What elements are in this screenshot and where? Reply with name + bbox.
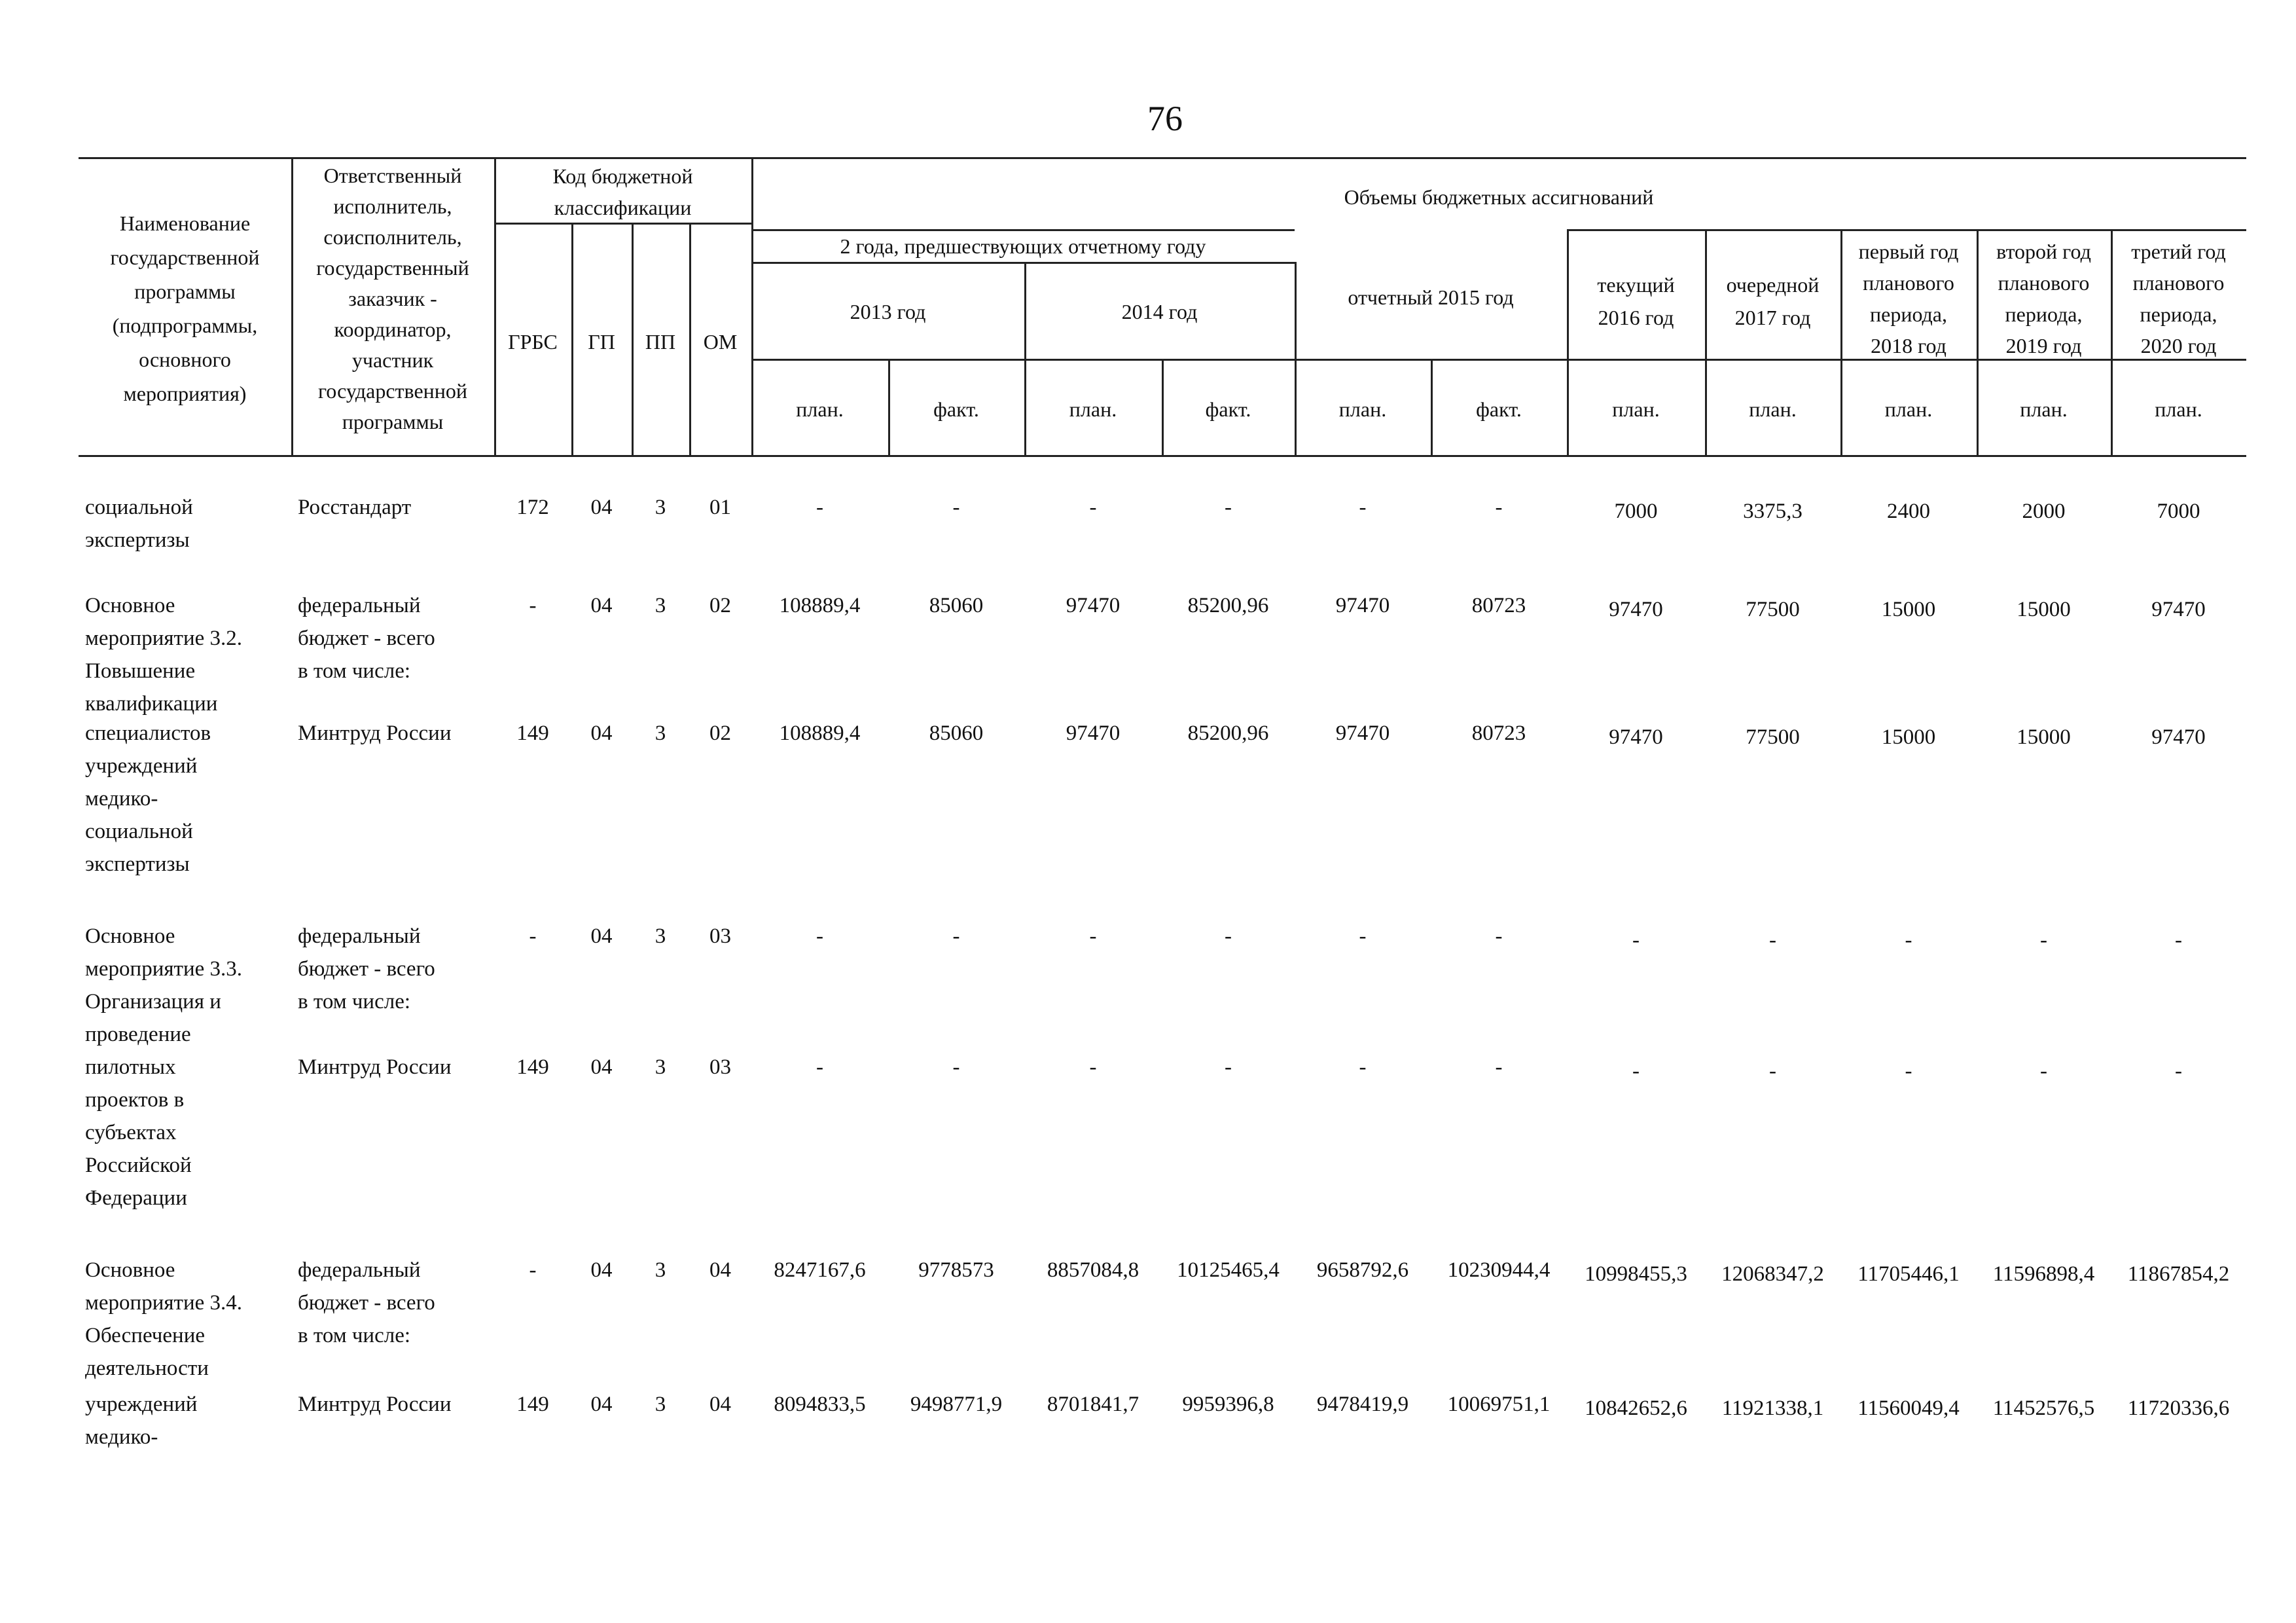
row-value: - [2175, 1059, 2182, 1083]
row-value: 108889,4 [779, 594, 861, 617]
row-code-pp: 3 [655, 1258, 666, 1282]
row-code-grbs: - [529, 924, 537, 948]
row-value: - [1089, 496, 1097, 519]
row-value: - [1359, 924, 1367, 948]
row-code-om: 03 [709, 1055, 731, 1079]
row-value: 7000 [1614, 500, 1658, 523]
row-program-name: Повышение [85, 659, 196, 683]
row-value: 11452576,5 [1992, 1396, 2095, 1420]
row-program-name: экспертизы [85, 528, 190, 552]
row-value: - [816, 924, 823, 948]
row-code-om: 04 [709, 1258, 731, 1282]
header-2020-line: третий год [2131, 240, 2226, 263]
row-value: - [1225, 924, 1232, 948]
header-budget-code-line: Код бюджетной [552, 164, 693, 188]
row-value: 7000 [2157, 500, 2200, 523]
row-value: 11921338,1 [1721, 1396, 1824, 1420]
row-value: - [952, 1055, 960, 1079]
row-code-gp: 04 [590, 1055, 613, 1079]
row-program-name: квалификации [85, 692, 218, 716]
header-2019-line: периода, [2005, 302, 2083, 326]
header-executor-line: программы [342, 410, 444, 433]
row-value: 9658792,6 [1316, 1258, 1409, 1282]
row-code-pp: 3 [655, 721, 666, 745]
row-program-name: Обеспечение [85, 1324, 205, 1347]
plan-years-top [1567, 229, 2246, 231]
header-plan-11: план. [2155, 397, 2202, 421]
header-fact-4: факт. [1205, 397, 1251, 421]
header-2020-line: периода, [2140, 302, 2217, 326]
header-2019 [1977, 236, 2111, 361]
row-value: - [1495, 924, 1503, 948]
header-2019-line: планового [1998, 271, 2090, 295]
row-value: 11720336,6 [2127, 1396, 2230, 1420]
row-program-name: социальной [85, 496, 193, 519]
row-program-name: социальной [85, 820, 193, 843]
row-code-gp: 04 [590, 721, 613, 745]
row-value: 9959396,8 [1182, 1393, 1274, 1416]
row-program-name: экспертизы [85, 852, 190, 876]
header-volumes: Объемы бюджетных ассигнований [1344, 185, 1654, 209]
row-value: - [816, 1055, 823, 1079]
header-fact-6: факт. [1476, 397, 1522, 421]
row-value: 97470 [1066, 594, 1121, 617]
row-code-grbs: 149 [516, 1393, 549, 1416]
row-value: 97470 [2151, 598, 2206, 621]
header-plan-3: план. [1069, 397, 1117, 421]
row-code-om: 03 [709, 924, 731, 948]
row-value: 10842652,6 [1585, 1396, 1687, 1420]
row-code-om: 01 [709, 496, 731, 519]
header-executor-line: государственной [317, 379, 468, 403]
row-program-name: Основное [85, 594, 175, 617]
header-program-name [79, 206, 291, 410]
row-program-name: медико- [85, 787, 158, 811]
row-value: - [1089, 1055, 1097, 1079]
header-plan-9: план. [1884, 397, 1933, 421]
header-two-years: 2 года, предшествующих отчетному году [840, 234, 1206, 258]
header-2014: 2014 год [1121, 300, 1198, 323]
row-executor: Минтруд России [298, 721, 452, 745]
header-code-gp: ГП [588, 330, 615, 354]
header-plan-10: план. [2020, 397, 2068, 421]
row-value: 11867854,2 [2127, 1262, 2230, 1286]
row-value: 77500 [1746, 598, 1800, 621]
row-program-name: проектов в [85, 1088, 185, 1112]
row-value: - [1225, 496, 1232, 519]
row-program-name: учреждений [85, 1393, 198, 1416]
row-program-name: субъектах [85, 1121, 177, 1144]
row-value: - [1769, 1059, 1776, 1083]
row-code-om: 02 [709, 594, 731, 617]
row-value: 85060 [929, 721, 984, 745]
header-executor-line: заказчик - [348, 287, 437, 310]
row-code-gp: 04 [590, 1258, 613, 1282]
row-value: 10230944,4 [1447, 1258, 1551, 1282]
header-program-name-line: (подпрограммы, [112, 314, 258, 337]
row-value: 8094833,5 [774, 1393, 866, 1416]
row-value: 9778573 [918, 1258, 994, 1282]
header-budget-code-line: классификации [554, 196, 692, 219]
row-value: 10998455,3 [1585, 1262, 1687, 1286]
header-executor [291, 160, 494, 437]
row-executor: федеральный [298, 594, 421, 617]
row-program-name: деятельности [85, 1357, 209, 1380]
header-2016-line: текущий [1597, 273, 1675, 297]
row-executor: в том числе: [298, 1324, 411, 1347]
row-value: - [2040, 1059, 2047, 1083]
row-code-pp: 3 [655, 594, 666, 617]
header-2019-line: 2019 год [2005, 334, 2082, 357]
row-code-pp: 3 [655, 1393, 666, 1416]
row-value: - [1225, 1055, 1232, 1079]
header-2018-line: первый год [1858, 240, 1959, 263]
row-value: - [1359, 1055, 1367, 1079]
row-code-grbs: 149 [516, 721, 549, 745]
header-code-om: ОМ [703, 330, 738, 354]
row-value: 2400 [1887, 500, 1930, 523]
row-value: 97470 [2151, 725, 2206, 749]
header-program-name-line: мероприятия) [123, 382, 247, 405]
row-value: 97470 [1335, 594, 1390, 617]
row-code-pp: 3 [655, 496, 666, 519]
header-2016 [1567, 268, 1705, 334]
row-value: - [1089, 924, 1097, 948]
row-value: - [1769, 928, 1776, 952]
row-value: 15000 [2017, 725, 2071, 749]
row-executor: федеральный [298, 924, 421, 948]
row-value: 3375,3 [1743, 500, 1803, 523]
header-program-name-line: Наименование [119, 211, 251, 235]
row-value: 10069751,1 [1447, 1393, 1551, 1416]
row-value: 12068347,2 [1721, 1262, 1824, 1286]
header-2020 [2111, 236, 2246, 361]
row-value: 8247167,6 [774, 1258, 866, 1282]
row-program-name: Основное [85, 1258, 175, 1282]
row-value: - [1905, 928, 1912, 952]
header-2018 [1840, 236, 1977, 361]
row-code-gp: 04 [590, 1393, 613, 1416]
header-code-pp: ПП [645, 330, 676, 354]
row-program-name: Организация и [85, 990, 221, 1013]
row-code-grbs: - [529, 1258, 537, 1282]
row-executor: Минтруд России [298, 1393, 452, 1416]
row-value: - [2175, 928, 2182, 952]
header-plan-1: план. [796, 397, 844, 421]
row-executor: бюджет - всего [298, 1291, 435, 1315]
row-value: 15000 [1881, 725, 1936, 749]
row-program-name: Федерации [85, 1186, 187, 1210]
row-value: - [1632, 928, 1640, 952]
row-value: 15000 [1881, 598, 1936, 621]
row-program-name: Основное [85, 924, 175, 948]
header-fact-2: факт. [933, 397, 979, 421]
row-code-gp: 04 [590, 594, 613, 617]
row-value: 2000 [2022, 500, 2066, 523]
row-value: - [816, 496, 823, 519]
row-program-name: проведение [85, 1023, 191, 1046]
row-value: - [952, 496, 960, 519]
row-program-name: учреждений [85, 754, 198, 778]
header-program-name-line: государственной [110, 246, 260, 269]
row-value: 11705446,1 [1857, 1262, 1960, 1286]
row-value: 8701841,7 [1047, 1393, 1139, 1416]
row-program-name: мероприятие 3.3. [85, 957, 243, 981]
row-value: 77500 [1746, 725, 1800, 749]
row-value: 80723 [1471, 721, 1526, 745]
header-2017 [1705, 268, 1840, 334]
row-value: - [2040, 928, 2047, 952]
row-value: 11596898,4 [1992, 1262, 2095, 1286]
row-code-om: 02 [709, 721, 731, 745]
row-value: - [1359, 496, 1367, 519]
row-value: - [1632, 1059, 1640, 1083]
header-2018-line: планового [1863, 271, 1954, 295]
header-executor-line: Ответственный [323, 164, 462, 187]
row-value: 9478419,9 [1316, 1393, 1409, 1416]
row-executor: федеральный [298, 1258, 421, 1282]
row-value: - [1495, 496, 1503, 519]
row-value: 97470 [1609, 598, 1663, 621]
header-program-name-line: основного [139, 348, 231, 371]
header-code-grbs: ГРБС [508, 330, 558, 354]
row-code-pp: 3 [655, 1055, 666, 1079]
row-value: 9498771,9 [910, 1393, 1003, 1416]
row-code-om: 04 [709, 1393, 731, 1416]
row-value: 85200,96 [1187, 594, 1269, 617]
row-value: 97470 [1335, 721, 1390, 745]
header-2018-line: периода, [1869, 302, 1947, 326]
header-2016-line: 2016 год [1598, 306, 1674, 329]
header-2017-line: очередной [1726, 273, 1820, 297]
header-2017-line: 2017 год [1734, 306, 1811, 329]
row-value: 108889,4 [779, 721, 861, 745]
row-program-name: пилотных [85, 1055, 176, 1079]
header-plan-7: план. [1612, 397, 1660, 421]
header-executor-line: участник [351, 348, 434, 372]
row-program-name: мероприятие 3.4. [85, 1291, 243, 1315]
header-executor-line: соисполнитель, [323, 225, 462, 249]
header-plan-5: план. [1338, 397, 1387, 421]
row-code-gp: 04 [590, 924, 613, 948]
row-program-name: мероприятие 3.2. [85, 627, 243, 650]
header-budget-code [494, 160, 751, 223]
header-2020-line: планового [2132, 271, 2225, 295]
header-executor-line: исполнитель, [333, 194, 452, 218]
header-2013: 2013 год [850, 300, 926, 323]
header-executor-line: государственный [316, 256, 469, 280]
header-2015: отчетный 2015 год [1348, 285, 1514, 309]
row-executor: бюджет - всего [298, 627, 435, 650]
row-value: - [1495, 1055, 1503, 1079]
row-value: - [952, 924, 960, 948]
row-program-name: медико- [85, 1425, 158, 1449]
header-bottom-rule [79, 455, 2246, 457]
row-executor: в том числе: [298, 990, 411, 1013]
row-code-gp: 04 [590, 496, 613, 519]
header-executor-line: координатор, [334, 318, 452, 341]
page-number: 76 [1147, 99, 1183, 138]
row-code-pp: 3 [655, 924, 666, 948]
row-code-grbs: 149 [516, 1055, 549, 1079]
two-years-bottom [751, 262, 1295, 264]
table-top-rule [79, 157, 2246, 159]
row-value: 8857084,8 [1047, 1258, 1139, 1282]
header-plan-8: план. [1749, 397, 1797, 421]
row-value: 11560049,4 [1857, 1396, 1960, 1420]
row-executor: Минтруд России [298, 1055, 452, 1079]
header-2019-line: второй год [1996, 240, 2091, 263]
row-program-name: Российской [85, 1154, 192, 1177]
row-code-grbs: - [529, 594, 537, 617]
row-value: 80723 [1471, 594, 1526, 617]
row-code-grbs: 172 [516, 496, 549, 519]
row-value: - [1905, 1059, 1912, 1083]
row-value: 85200,96 [1187, 721, 1269, 745]
row-value: 97470 [1066, 721, 1121, 745]
header-2020-line: 2020 год [2140, 334, 2217, 357]
row-executor: в том числе: [298, 659, 411, 683]
row-value: 15000 [2017, 598, 2071, 621]
row-executor: бюджет - всего [298, 957, 435, 981]
row-value: 97470 [1609, 725, 1663, 749]
header-2018-line: 2018 год [1871, 334, 1946, 357]
header-program-name-line: программы [134, 280, 236, 303]
row-program-name: специалистов [85, 721, 211, 745]
row-value: 85060 [929, 594, 984, 617]
row-value: 10125465,4 [1177, 1258, 1280, 1282]
row-executor: Росстандарт [298, 496, 412, 519]
